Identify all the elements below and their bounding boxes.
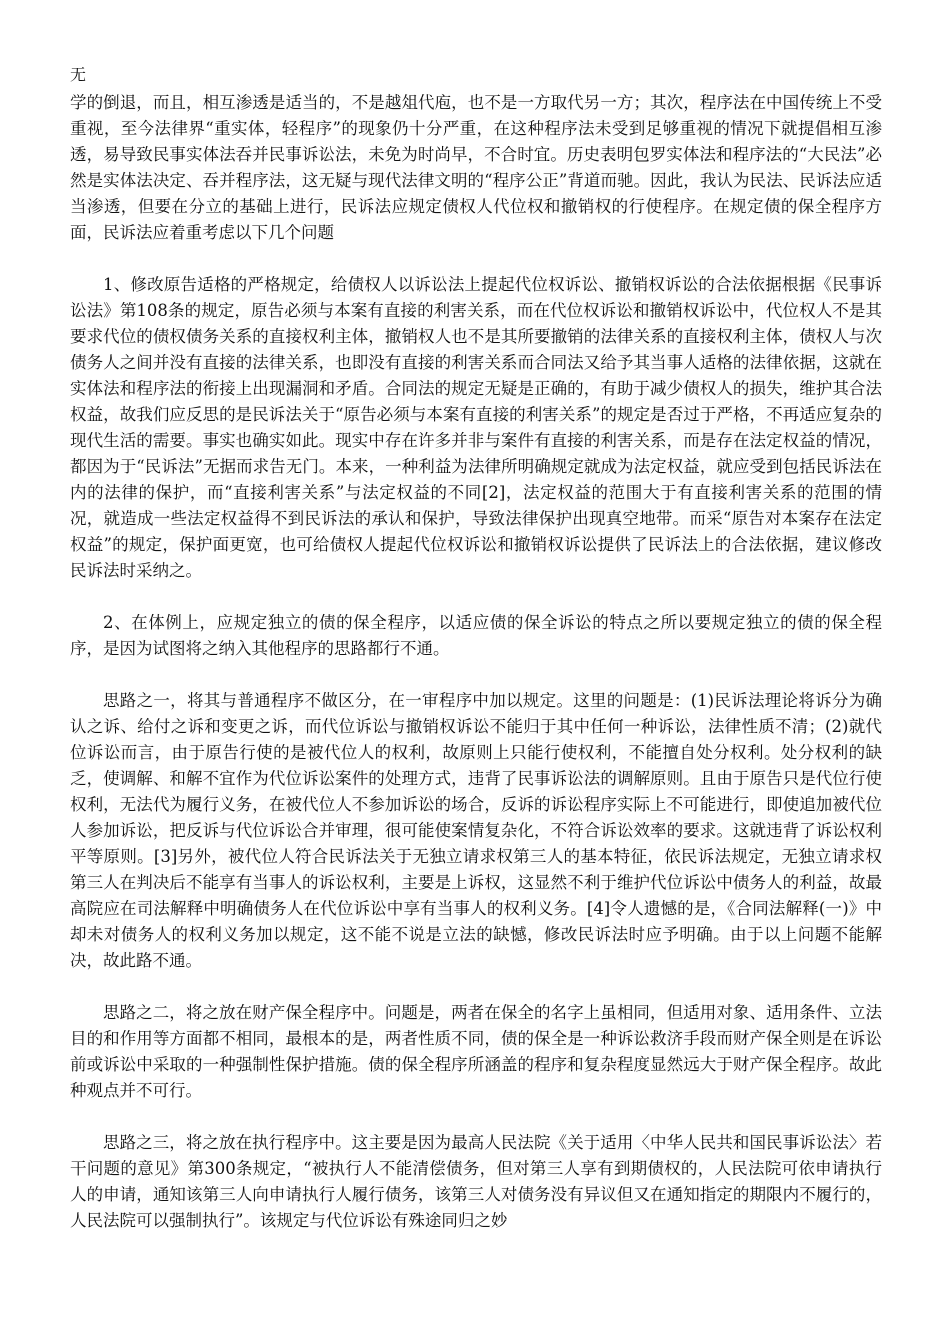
paragraph-gap — [70, 1104, 882, 1130]
paragraph-approach-1: 思路之一，将其与普通程序不做区分，在一审程序中加以规定。这里的问题是：(1)民诉法理论将诉分为确认之诉、给付之诉和变更之诉，而代位诉讼与撤销权诉讼不能归于其中任何一种诉讼，法律性质不清；(2)就代位诉讼而言，由于原告行使的是被代位人的权利，故原则上只能行使权利，不能擅自处分权利。处分权利的缺乏，使调解、和解不宜作为代位诉讼案件的处理方式，违背了民事诉讼法的调解原则。且由于原告只是代位行使权利，无法代为履行义务，在被代位人不参加诉讼的场合，反诉的诉讼程序实际上不可能进行，即使追加被代位人参加诉讼，把反诉与代位诉讼合并审理，很可能使案情复杂化，不符合诉讼效率的要求。这就违背了诉讼权利平等原则。[3]另外，被代位人符合民诉法关于无独立请求权第三人的基本特征，依民诉法规定，无独立请求权第三人在判决后不能享有当事人的诉讼权利，主要是上诉权，这显然不利于维护代位诉讼中债务人的利益，故最高院应在司法解释中明确债务人在代位诉讼中享有当事人的权利义务。[4]令人遗憾的是，《合同法解释(一)》中却未对债务人的权利义务加以规定，这不能不说是立法的缺憾，修改民诉法时应予明确。由于以上问题不能解决，故此路不通。 — [70, 691, 882, 970]
paragraph-point-1: 1、修改原告适格的严格规定，给债权人以诉讼法上提起代位权诉讼、撤销权诉讼的合法依据根据《民事诉讼法》第108条的规定，原告必须与本案有直接的利害关系，而在代位权诉讼和撤销权诉讼中，代位权人不是其要求代位的债权债务关系的直接权利主体，撤销权人也不是其所要撤销的法律关系的直接权利主体，债权人与次债务人之间并没有直接的法律关系，也即没有直接的利害关系而合同法又给予其当事人适格的法律依据，这就在实体法和程序法的衔接上出现漏洞和矛盾。合同法的规定无疑是正确的，有助于减少债权人的损失，维护其合法权益，故我们应反思的是民诉法关于“原告必须与本案有直接的利害关系”的规定是否过于严格，不再适应复杂的现代生活的需要。事实也确实如此。现实中存在许多并非与案件有直接的利害关系，而是存在法定权益的情况，都因为于“民诉法”无据而求告无门。本来，一种利益为法律所明确规定就成为法定权益，就应受到包括民诉法在内的法律的保护，而“直接利害关系”与法定权益的不同[2]，法定权益的范围大于有直接利害关系的范围的情况，就造成一些法定权益得不到民诉法的承认和保护，导致法律保护出现真空地带。而采“原告对本案存在法定权益”的规定，保护面更宽，也可给债权人提起代位权诉讼和撤销权诉讼提供了民诉法上的合法依据，建议修改民诉法时采纳之。 — [70, 275, 882, 580]
document-page — [70, 62, 882, 1234]
paragraph-continuation: 学的倒退，而且，相互渗透是适当的，不是越俎代庖，也不是一方取代另一方；其次，程序法在中国传统上不受重视，至今法律界“重实体，轻程序”的现象仍十分严重，在这种程序法未受到足够重视的情况下就提倡相互渗透，易导致民事实体法吞并民事诉讼法，未免为时尚早，不合时宜。历史表明包罗实体法和程序法的“大民法”必然是实体法决定、吞并程序法，这无疑与现代法律文明的“程序公正”背道而驰。因此，我认为民法、民诉法应适当渗透，但要在分立的基础上进行，民诉法应规定债权人代位权和撤销权的行使程序。在规定债的保全程序方面，民诉法应着重考虑以下几个问题 — [70, 93, 882, 242]
paragraph-approach-3: 思路之三，将之放在执行程序中。这主要是因为最高人民法院《关于适用〈中华人民共和国民事诉讼法〉若干问题的意见》第300条规定，“被执行人不能清偿债务，但对第三人享有到期债权的，人民法院可依申请执行人的申请，通知该第三人向申请执行人履行债务，该第三人对债务没有异议但又在通知指定的期限内不履行的，人民法院可以强制执行”。该规定与代位诉讼有殊途同归之妙 — [70, 1133, 882, 1230]
paragraph-gap — [70, 974, 882, 1000]
paragraph-approach-2: 思路之二，将之放在财产保全程序中。问题是，两者在保全的名字上虽相同，但适用对象、适用条件、立法目的和作用等方面都不相同，最根本的是，两者性质不同，债的保全是一种诉讼救济手段而财产保全则是在诉讼前或诉讼中采取的一种强制性保护措施。债的保全程序所涵盖的程序和复杂程度显然远大于财产保全程序。故此种观点并不可行。 — [70, 1003, 882, 1100]
paragraph-gap — [70, 246, 882, 272]
header-mark: 无 — [70, 65, 87, 84]
paragraph-gap — [70, 662, 882, 688]
paragraph-point-2: 2、在体例上，应规定独立的债的保全程序，以适应债的保全诉讼的特点之所以要规定独立的债的保全程序，是因为试图将之纳入其他程序的思路都行不通。 — [70, 613, 882, 658]
paragraph-gap — [70, 584, 882, 610]
